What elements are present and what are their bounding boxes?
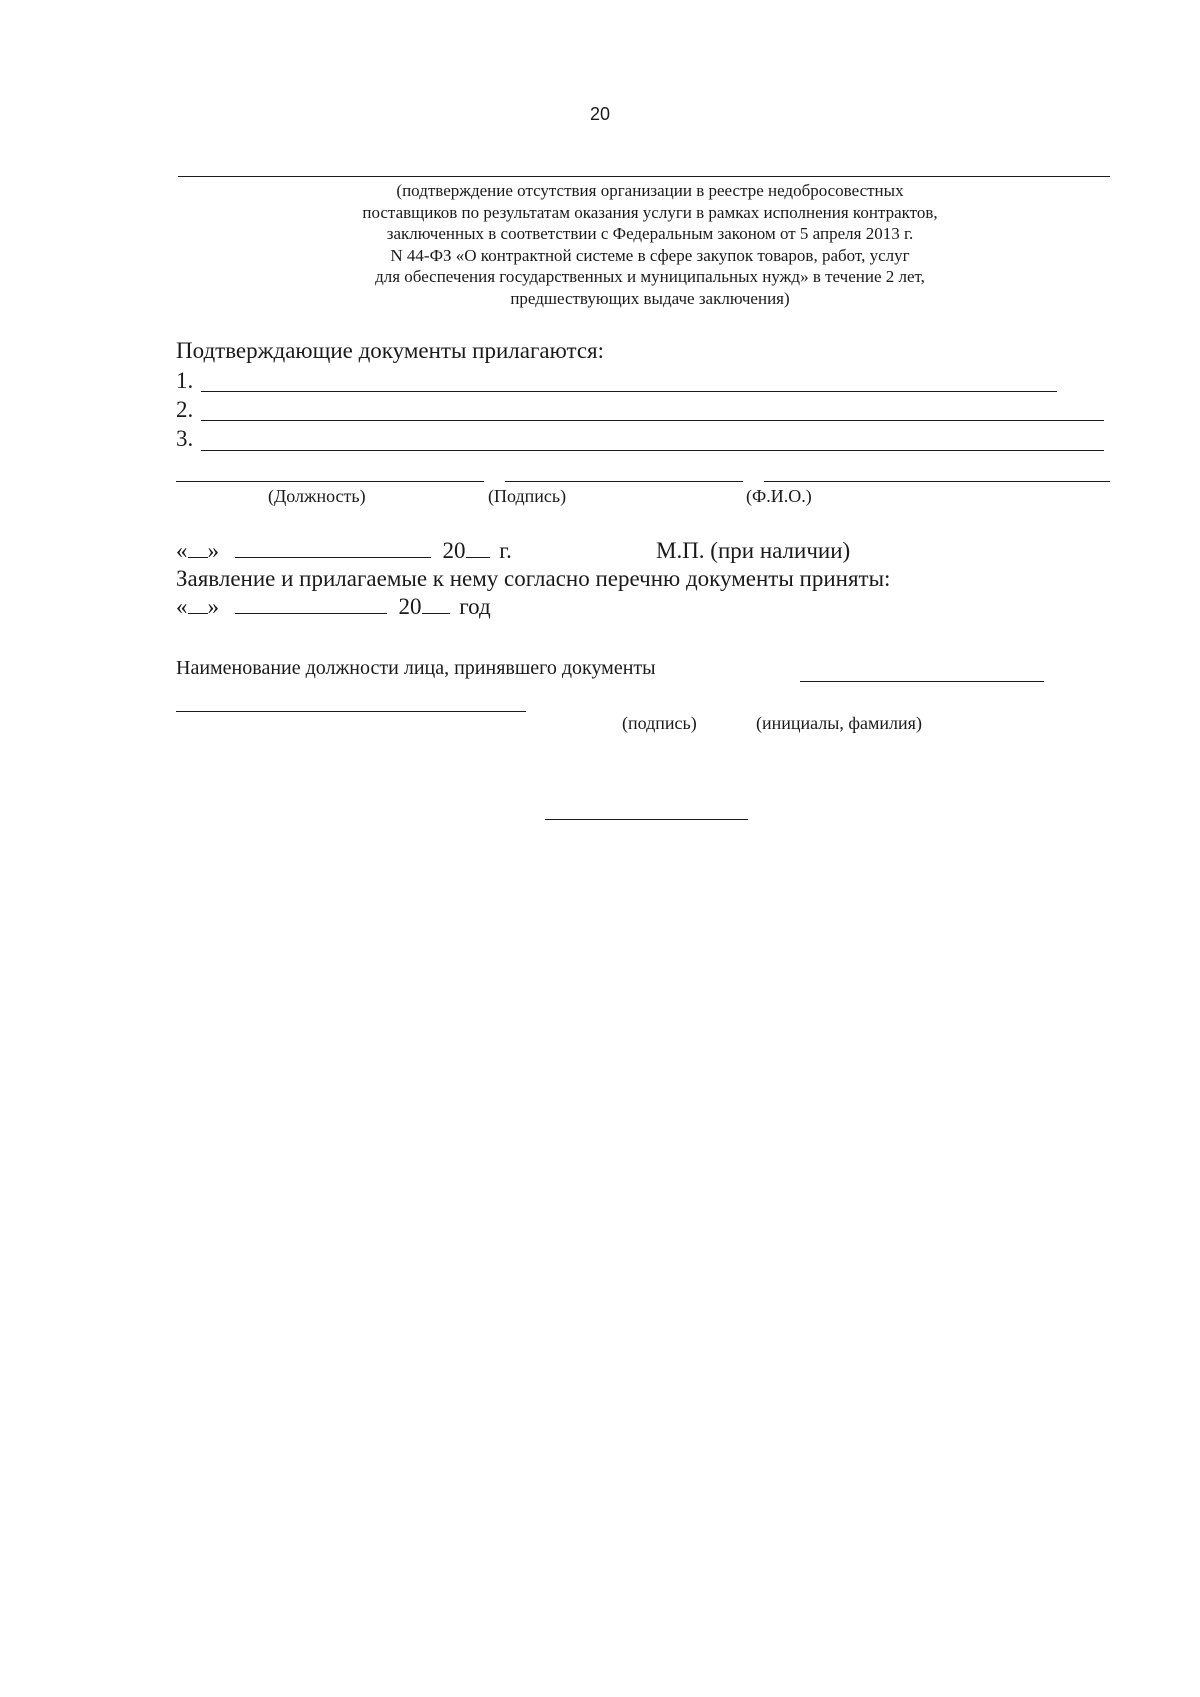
month-field[interactable] bbox=[235, 556, 431, 558]
stamp-label: М.П. (при наличии) bbox=[656, 538, 851, 563]
attachment-item-line[interactable] bbox=[201, 391, 1057, 392]
attachment-item-number: 2. bbox=[176, 397, 194, 422]
quote-close: » bbox=[207, 538, 219, 563]
day-field[interactable] bbox=[188, 556, 208, 558]
year-prefix: 20 bbox=[398, 594, 422, 619]
date-line bbox=[176, 538, 512, 564]
position-field-line[interactable] bbox=[176, 481, 484, 482]
caption-line: для обеспечения государственных и муниципальных нужд» в течение 2 лет, bbox=[375, 267, 925, 286]
year-prefix: 20 bbox=[442, 538, 466, 563]
caption-line: заключенных в соответствии с Федеральным законом от 5 апреля 2013 г. bbox=[386, 224, 914, 243]
receiver-initials-label: (инициалы, фамилия) bbox=[756, 713, 922, 733]
accept-date-line bbox=[176, 594, 491, 620]
receiver-signature-label: (подпись) bbox=[622, 713, 697, 733]
position-label: (Должность) bbox=[268, 486, 366, 506]
header-caption bbox=[180, 180, 1120, 309]
day-field[interactable] bbox=[188, 612, 208, 614]
accepted-text: Заявление и прилагаемые к нему согласно перечню документы приняты: bbox=[176, 566, 891, 591]
attachment-item-number: 1. bbox=[176, 368, 194, 393]
year-suffix: г. bbox=[499, 538, 512, 563]
page-number: 20 bbox=[589, 104, 611, 124]
attachment-item-line[interactable] bbox=[201, 450, 1104, 451]
month-field[interactable] bbox=[235, 612, 387, 614]
end-rule bbox=[545, 819, 748, 820]
quote-open: « bbox=[176, 538, 188, 563]
quote-open: « bbox=[176, 594, 188, 619]
caption-line: N 44-ФЗ «О контрактной системе в сфере закупок товаров, работ, услуг bbox=[390, 245, 910, 265]
name-label: (Ф.И.О.) bbox=[746, 486, 812, 506]
caption-rule bbox=[178, 176, 1110, 177]
year-field[interactable] bbox=[466, 556, 490, 558]
year-word: год bbox=[459, 594, 491, 619]
receiver-signature-line[interactable] bbox=[800, 681, 1044, 682]
attachment-item-line[interactable] bbox=[201, 420, 1104, 421]
signature-field-line[interactable] bbox=[505, 481, 743, 482]
attachment-item-number: 3. bbox=[176, 426, 194, 451]
caption-line: поставщиков по результатам оказания услуги в рамках исполнения контрактов, bbox=[362, 202, 938, 222]
quote-close: » bbox=[207, 594, 219, 619]
year-field[interactable] bbox=[422, 612, 450, 614]
caption-line: предшествующих выдаче заключения) bbox=[510, 288, 790, 308]
name-field-line[interactable] bbox=[764, 481, 1110, 482]
receiver-position-line[interactable] bbox=[176, 711, 526, 712]
signature-label: (Подпись) bbox=[488, 486, 567, 506]
receiver-label: Наименование должности лица, принявшего документы bbox=[176, 657, 656, 679]
attachments-heading: Подтверждающие документы прилагаются: bbox=[176, 338, 605, 363]
caption-line: (подтверждение отсутствия организации в реестре недобросовестных bbox=[396, 181, 904, 200]
